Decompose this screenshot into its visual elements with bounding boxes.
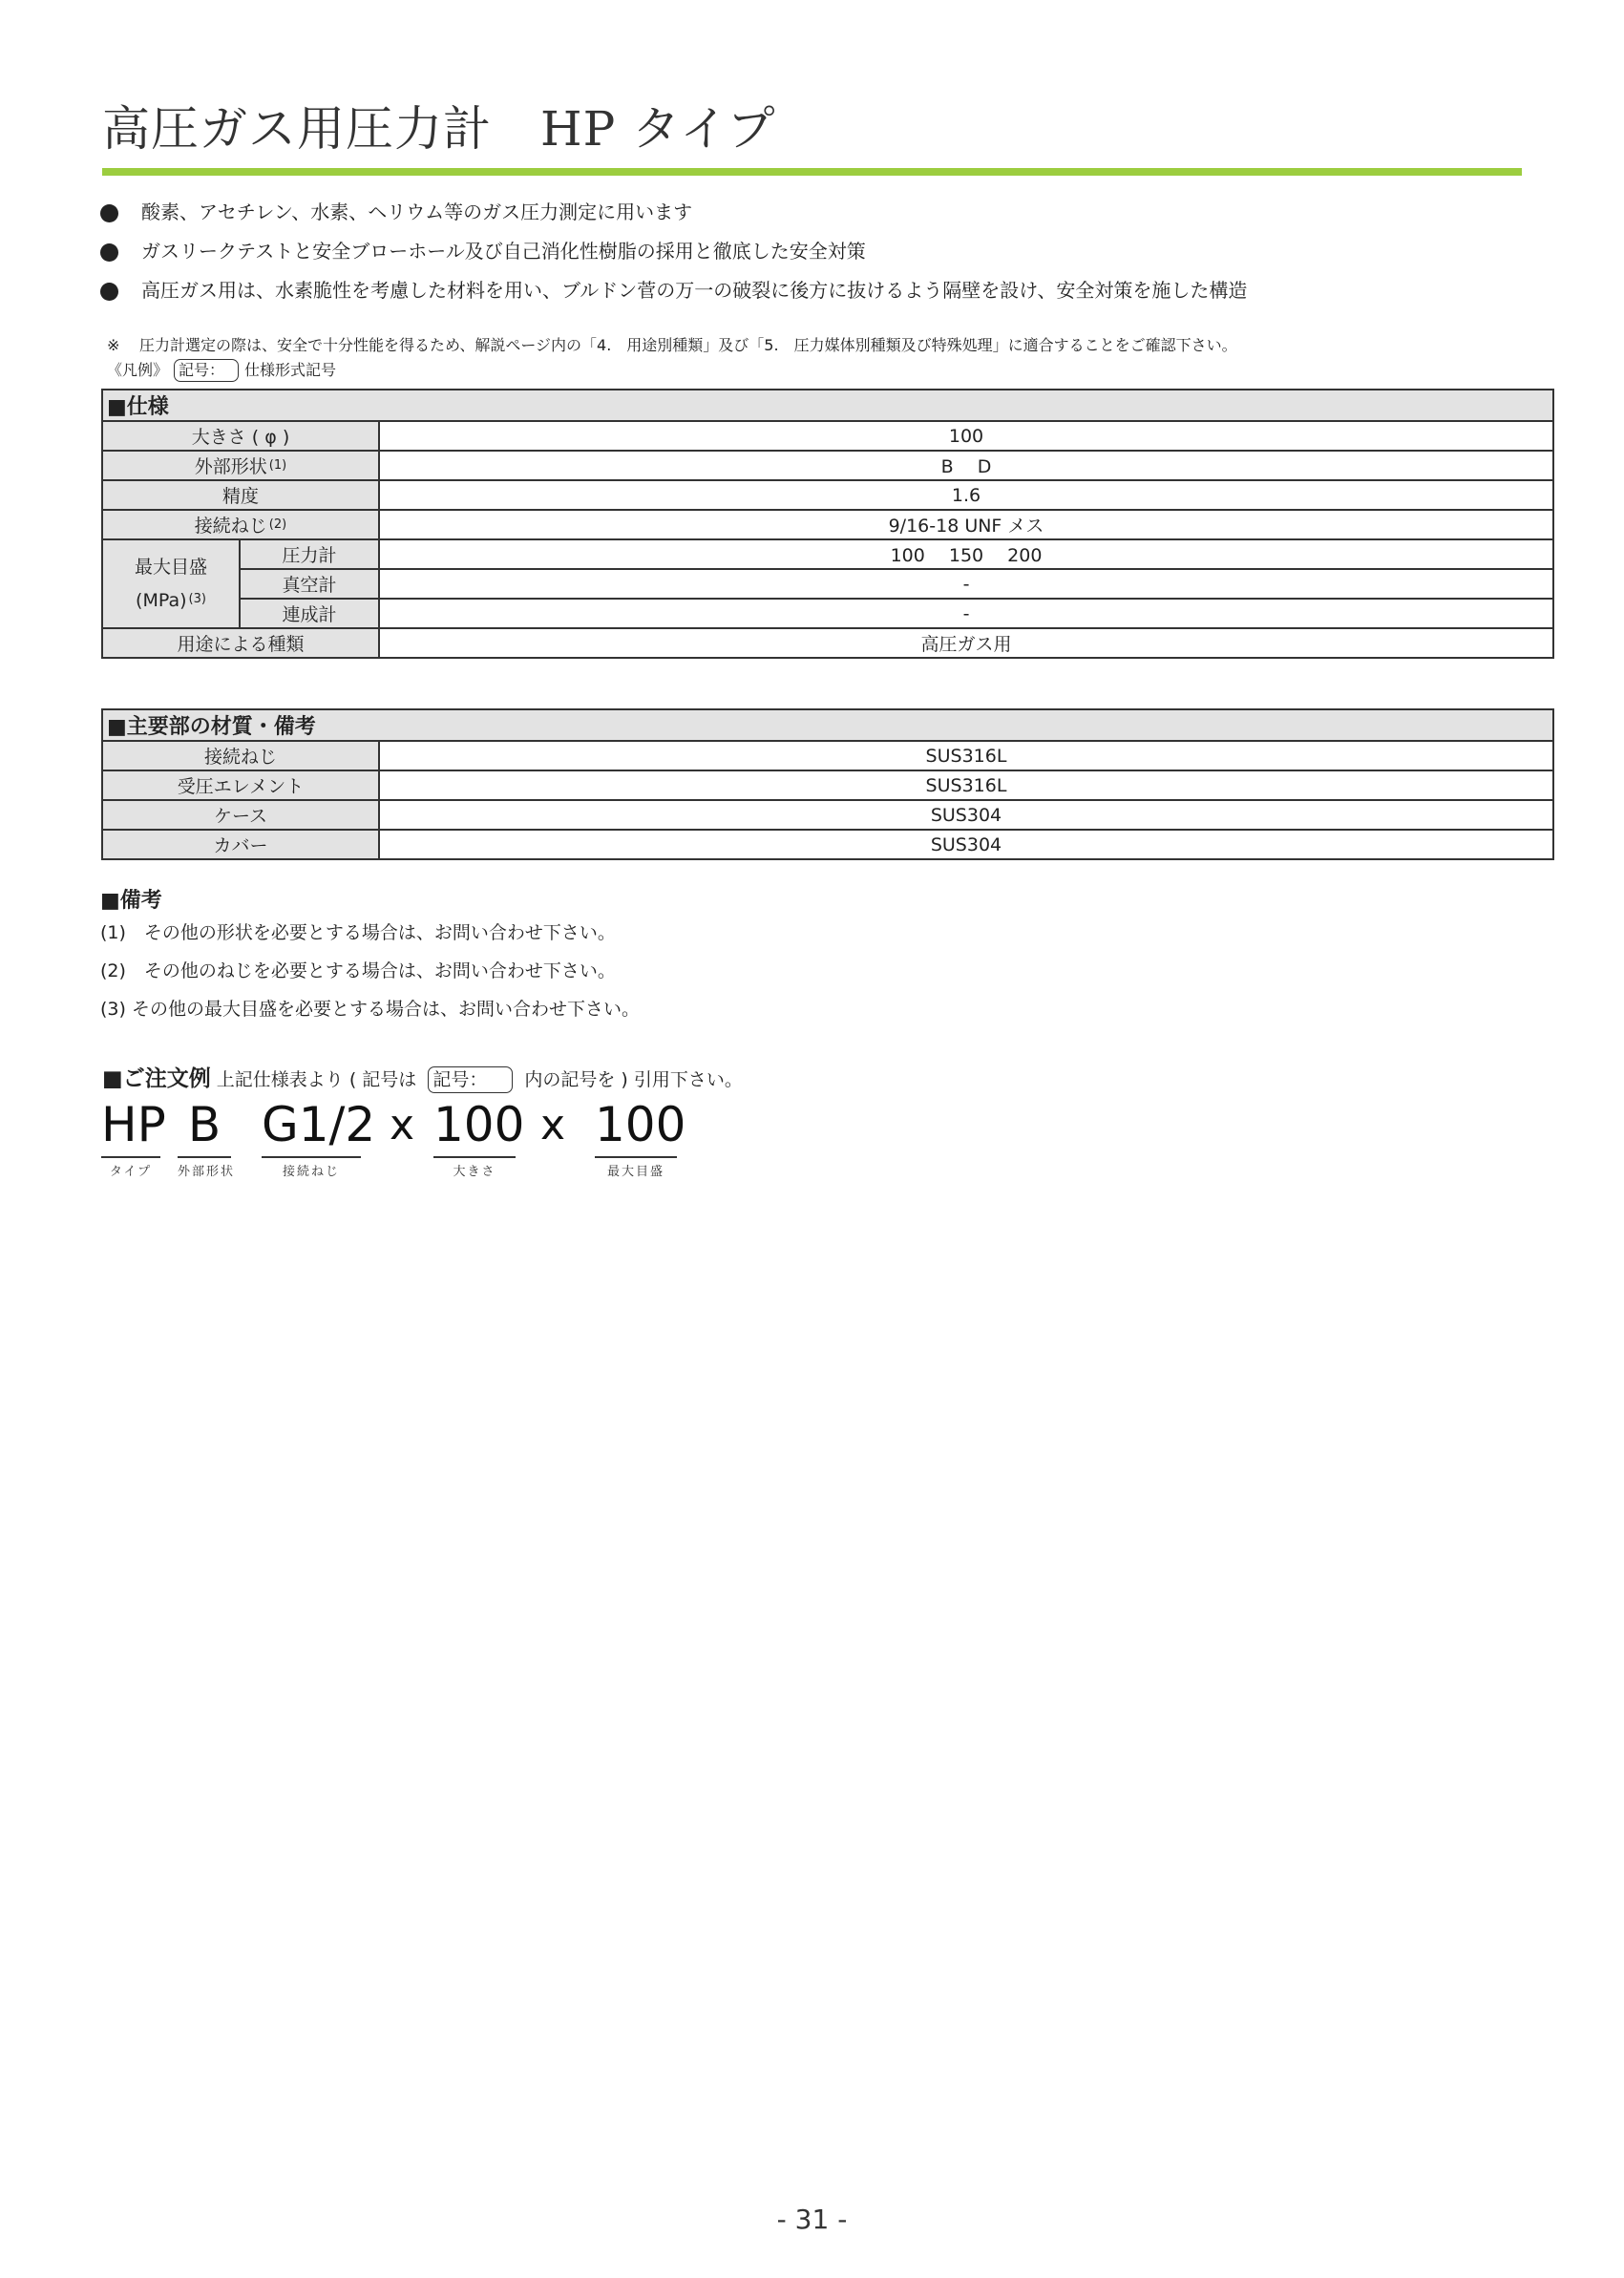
table-row bbox=[102, 830, 1553, 859]
order-code-value: HP bbox=[101, 1097, 166, 1152]
selection-note bbox=[103, 335, 1237, 356]
size-value: 100 bbox=[379, 421, 1553, 451]
material-table bbox=[101, 708, 1554, 860]
material-heading: ■主要部の材質・備考 bbox=[102, 709, 1553, 741]
table-row bbox=[102, 569, 1553, 599]
material-value: SUS316L bbox=[379, 741, 1553, 770]
legend bbox=[107, 358, 336, 383]
pressure-gauge-value: 100 150 200 bbox=[379, 539, 1553, 569]
feature-item bbox=[100, 198, 1532, 237]
thread-label: 接続ねじ bbox=[194, 516, 267, 537]
note-mark: ※ bbox=[107, 336, 120, 354]
order-separator: x bbox=[540, 1101, 566, 1150]
order-code-shape bbox=[178, 1093, 236, 1182]
compound-gauge-label: 連成計 bbox=[240, 599, 379, 628]
max-scale-note: (3) bbox=[188, 592, 206, 606]
pressure-gauge-label: 圧力計 bbox=[240, 539, 379, 569]
legend-symbol-box: 記号： bbox=[174, 359, 239, 382]
order-code-type bbox=[101, 1093, 166, 1182]
order-code-value: G1/2 bbox=[262, 1097, 376, 1152]
order-code-underline bbox=[178, 1156, 231, 1158]
material-label: 接続ねじ bbox=[102, 741, 379, 770]
remark-item: (1) その他の形状を必要とする場合は、お問い合わせ下さい。 bbox=[100, 922, 616, 943]
table-row bbox=[102, 628, 1553, 658]
thread-note: (2) bbox=[268, 517, 287, 532]
bullet-dot-icon bbox=[100, 243, 118, 262]
feature-item bbox=[100, 237, 1532, 276]
remarks-list bbox=[100, 918, 640, 1033]
max-scale-label-cell bbox=[102, 539, 240, 628]
order-code-max-scale bbox=[595, 1093, 686, 1182]
bullet-dot-icon bbox=[100, 204, 118, 222]
thread-label-cell bbox=[102, 510, 379, 539]
shape-note: (1) bbox=[268, 458, 287, 473]
bullet-dot-icon bbox=[100, 283, 118, 301]
material-value: SUS316L bbox=[379, 770, 1553, 800]
table-row bbox=[102, 421, 1553, 451]
note-text: 圧力計選定の際は、安全で十分性能を得るため、解説ページ内の「4. 用途別種類」及び「5. 圧力媒体別種類及び特殊処理」に適合することをご確認下さい。 bbox=[139, 336, 1237, 354]
feature-text: 酸素、アセチレン、水素、ヘリウム等のガス圧力測定に用います bbox=[141, 200, 693, 223]
order-code-thread bbox=[262, 1093, 376, 1182]
compound-gauge-value: - bbox=[379, 599, 1553, 628]
order-code-value: B bbox=[187, 1097, 221, 1152]
order-code-label: 大きさ bbox=[453, 1165, 496, 1179]
shape-value: B D bbox=[379, 451, 1553, 480]
material-label: ケース bbox=[102, 800, 379, 830]
order-code-underline bbox=[433, 1156, 516, 1158]
order-separator: x bbox=[390, 1101, 415, 1150]
table-row bbox=[102, 599, 1553, 628]
order-symbol-box: 記号： bbox=[428, 1066, 513, 1093]
order-code-underline bbox=[595, 1156, 677, 1158]
spec-heading: ■仕様 bbox=[102, 390, 1553, 421]
spec-table bbox=[101, 389, 1554, 659]
page-title: 高圧ガス用圧力計 HP タイプ bbox=[102, 101, 776, 157]
table-row bbox=[102, 800, 1553, 830]
accuracy-label: 精度 bbox=[102, 480, 379, 510]
page-number: - 31 - bbox=[776, 2204, 848, 2235]
material-value: SUS304 bbox=[379, 800, 1553, 830]
order-example-header bbox=[102, 1062, 743, 1097]
order-code-size bbox=[433, 1093, 525, 1182]
feature-item bbox=[100, 276, 1532, 315]
title-underline bbox=[102, 168, 1522, 176]
size-label: 大きさ ( φ ) bbox=[102, 421, 379, 451]
legend-prefix: 《凡例》 bbox=[107, 361, 169, 379]
material-label: カバー bbox=[102, 830, 379, 859]
order-heading: ■ご注文例 bbox=[102, 1066, 211, 1091]
order-code-label: 外部形状 bbox=[178, 1165, 236, 1179]
table-row bbox=[102, 770, 1553, 800]
vacuum-gauge-label: 真空計 bbox=[240, 569, 379, 599]
order-code-underline bbox=[262, 1156, 361, 1158]
usage-value: 高圧ガス用 bbox=[379, 628, 1553, 658]
table-row bbox=[102, 741, 1553, 770]
feature-text: ガスリークテストと安全ブローホール及び自己消化性樹脂の採用と徹底した安全対策 bbox=[141, 240, 866, 263]
legend-suffix: 仕様形式記号 bbox=[244, 361, 337, 379]
remarks-heading: ■備考 bbox=[100, 889, 162, 913]
shape-label-cell bbox=[102, 451, 379, 480]
material-label: 受圧エレメント bbox=[102, 770, 379, 800]
max-scale-unit: (MPa) bbox=[136, 590, 187, 611]
order-code-value: 100 bbox=[433, 1097, 525, 1152]
order-text-2: 内の記号を ) 引用下さい。 bbox=[524, 1069, 743, 1090]
table-row bbox=[102, 539, 1553, 569]
max-scale-label: 最大目盛 bbox=[134, 557, 207, 578]
vacuum-gauge-value: - bbox=[379, 569, 1553, 599]
remark-item: (2) その他のねじを必要とする場合は、お問い合わせ下さい。 bbox=[100, 960, 616, 981]
order-code-underline bbox=[101, 1156, 160, 1158]
order-code-label: 最大目盛 bbox=[606, 1165, 664, 1179]
order-code-value: 100 bbox=[595, 1097, 686, 1152]
feature-list bbox=[100, 198, 1532, 315]
usage-label: 用途による種類 bbox=[102, 628, 379, 658]
table-row bbox=[102, 451, 1553, 480]
material-value: SUS304 bbox=[379, 830, 1553, 859]
remark-item: (3) その他の最大目盛を必要とする場合は、お問い合わせ下さい。 bbox=[100, 999, 640, 1020]
thread-value: 9/16-18 UNF メス bbox=[379, 510, 1553, 539]
table-row bbox=[102, 480, 1553, 510]
order-text-1: 上記仕様表より ( 記号は bbox=[216, 1069, 417, 1090]
order-code-label: タイプ bbox=[109, 1165, 153, 1179]
order-code-label: 接続ねじ bbox=[282, 1165, 340, 1179]
shape-label: 外部形状 bbox=[194, 456, 267, 477]
feature-text: 高圧ガス用は、水素脆性を考慮した材料を用い、ブルドン菅の万一の破裂に後方に抜けるよう隔壁を設け、安全対策を施した構造 bbox=[141, 279, 1248, 302]
table-row bbox=[102, 510, 1553, 539]
accuracy-value: 1.6 bbox=[379, 480, 1553, 510]
